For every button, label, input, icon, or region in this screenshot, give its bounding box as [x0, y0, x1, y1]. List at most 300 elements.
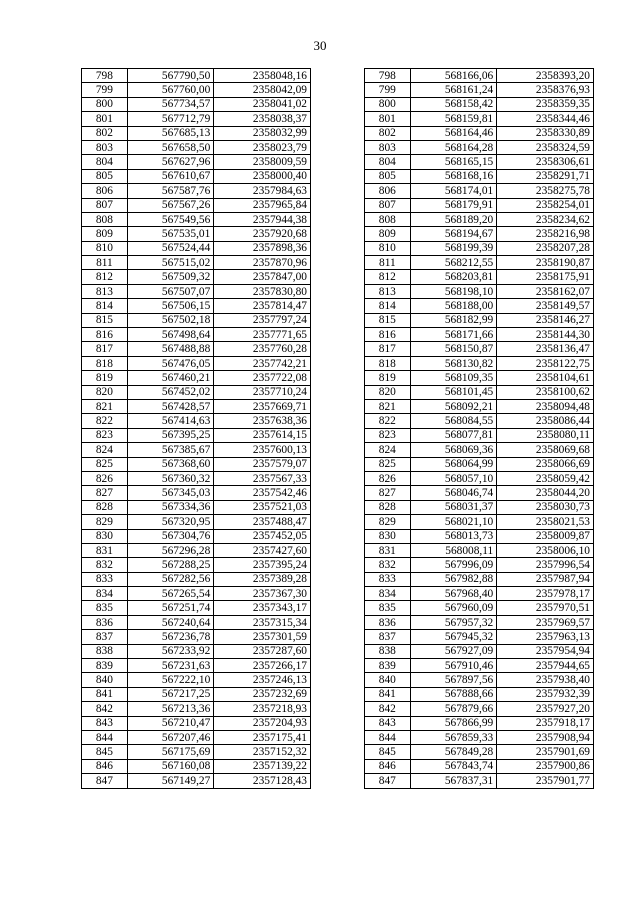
right-point-number-cell: 800	[364, 97, 410, 111]
right-y-coordinate-cell: 2358254,01	[497, 198, 594, 212]
column-gap	[311, 572, 365, 586]
right-x-coordinate-cell: 568021,10	[410, 515, 497, 529]
column-gap	[311, 328, 365, 342]
left-point-number-cell: 818	[82, 356, 128, 370]
left-y-coordinate-cell: 2357760,28	[214, 342, 311, 356]
table-row	[82, 227, 594, 241]
table-row	[82, 414, 594, 428]
left-y-coordinate-cell: 2357175,41	[214, 730, 311, 744]
left-point-number-cell: 814	[82, 299, 128, 313]
left-y-coordinate-cell: 2357395,24	[214, 558, 311, 572]
left-y-coordinate-cell: 2357427,60	[214, 543, 311, 557]
left-y-coordinate-cell: 2357232,69	[214, 687, 311, 701]
left-x-coordinate-cell: 567460,21	[127, 371, 214, 385]
right-x-coordinate-cell: 568165,15	[410, 155, 497, 169]
right-point-number-cell: 822	[364, 414, 410, 428]
left-x-coordinate-cell: 567535,01	[127, 227, 214, 241]
right-point-number-cell: 839	[364, 659, 410, 673]
right-point-number-cell: 804	[364, 155, 410, 169]
left-x-coordinate-cell: 567210,47	[127, 716, 214, 730]
column-gap	[311, 774, 365, 788]
column-gap	[311, 342, 365, 356]
left-x-coordinate-cell: 567240,64	[127, 615, 214, 629]
left-y-coordinate-cell: 2358032,99	[214, 126, 311, 140]
right-point-number-cell: 842	[364, 702, 410, 716]
table-row	[82, 730, 594, 744]
left-y-coordinate-cell: 2357579,07	[214, 457, 311, 471]
left-y-coordinate-cell: 2358041,02	[214, 97, 311, 111]
left-x-coordinate-cell: 567452,02	[127, 385, 214, 399]
column-gap	[311, 212, 365, 226]
left-point-number-cell: 820	[82, 385, 128, 399]
column-gap	[311, 673, 365, 687]
right-y-coordinate-cell: 2357970,51	[497, 601, 594, 615]
left-point-number-cell: 840	[82, 673, 128, 687]
left-y-coordinate-cell: 2357521,03	[214, 500, 311, 514]
right-point-number-cell: 805	[364, 169, 410, 183]
column-gap	[311, 169, 365, 183]
left-y-coordinate-cell: 2357771,65	[214, 328, 311, 342]
left-x-coordinate-cell: 567320,95	[127, 515, 214, 529]
right-y-coordinate-cell: 2358104,61	[497, 371, 594, 385]
left-x-coordinate-cell: 567658,50	[127, 140, 214, 154]
table-row	[82, 687, 594, 701]
right-x-coordinate-cell: 567910,46	[410, 659, 497, 673]
left-y-coordinate-cell: 2358023,79	[214, 140, 311, 154]
right-point-number-cell: 836	[364, 615, 410, 629]
right-point-number-cell: 826	[364, 471, 410, 485]
left-x-coordinate-cell: 567610,67	[127, 169, 214, 183]
left-point-number-cell: 838	[82, 644, 128, 658]
left-point-number-cell: 813	[82, 284, 128, 298]
right-x-coordinate-cell: 567849,28	[410, 745, 497, 759]
left-x-coordinate-cell: 567231,63	[127, 659, 214, 673]
right-y-coordinate-cell: 2358162,07	[497, 284, 594, 298]
table-row	[82, 659, 594, 673]
left-x-coordinate-cell: 567502,18	[127, 313, 214, 327]
right-x-coordinate-cell: 568109,35	[410, 371, 497, 385]
left-y-coordinate-cell: 2357614,15	[214, 428, 311, 442]
left-y-coordinate-cell: 2358038,37	[214, 112, 311, 126]
left-x-coordinate-cell: 567345,03	[127, 486, 214, 500]
right-y-coordinate-cell: 2358136,47	[497, 342, 594, 356]
table-row	[82, 543, 594, 557]
right-x-coordinate-cell: 568171,66	[410, 328, 497, 342]
right-y-coordinate-cell: 2358069,68	[497, 443, 594, 457]
right-x-coordinate-cell: 567859,33	[410, 730, 497, 744]
left-x-coordinate-cell: 567712,79	[127, 112, 214, 126]
left-x-coordinate-cell: 567385,67	[127, 443, 214, 457]
left-point-number-cell: 800	[82, 97, 128, 111]
right-y-coordinate-cell: 2358044,20	[497, 486, 594, 500]
table-row	[82, 529, 594, 543]
left-point-number-cell: 834	[82, 587, 128, 601]
left-point-number-cell: 806	[82, 184, 128, 198]
left-point-number-cell: 816	[82, 328, 128, 342]
right-x-coordinate-cell: 567996,09	[410, 558, 497, 572]
left-point-number-cell: 804	[82, 155, 128, 169]
right-y-coordinate-cell: 2358100,62	[497, 385, 594, 399]
left-x-coordinate-cell: 567685,13	[127, 126, 214, 140]
left-y-coordinate-cell: 2357830,80	[214, 284, 311, 298]
right-x-coordinate-cell: 568182,99	[410, 313, 497, 327]
right-y-coordinate-cell: 2358359,35	[497, 97, 594, 111]
table-row	[82, 342, 594, 356]
right-x-coordinate-cell: 568168,16	[410, 169, 497, 183]
column-gap	[311, 356, 365, 370]
left-y-coordinate-cell: 2357389,28	[214, 572, 311, 586]
left-y-coordinate-cell: 2357870,96	[214, 256, 311, 270]
right-point-number-cell: 830	[364, 529, 410, 543]
right-x-coordinate-cell: 568174,01	[410, 184, 497, 198]
left-y-coordinate-cell: 2357343,17	[214, 601, 311, 615]
right-y-coordinate-cell: 2358330,89	[497, 126, 594, 140]
left-point-number-cell: 831	[82, 543, 128, 557]
table-row	[82, 572, 594, 586]
right-point-number-cell: 814	[364, 299, 410, 313]
table-row	[82, 644, 594, 658]
left-point-number-cell: 817	[82, 342, 128, 356]
table-row	[82, 615, 594, 629]
right-y-coordinate-cell: 2358306,61	[497, 155, 594, 169]
table-row	[82, 601, 594, 615]
column-gap	[311, 471, 365, 485]
left-point-number-cell: 807	[82, 198, 128, 212]
right-point-number-cell: 834	[364, 587, 410, 601]
table-row	[82, 716, 594, 730]
table-row	[82, 630, 594, 644]
left-x-coordinate-cell: 567587,76	[127, 184, 214, 198]
right-y-coordinate-cell: 2357969,57	[497, 615, 594, 629]
left-point-number-cell: 846	[82, 759, 128, 773]
right-x-coordinate-cell: 568008,11	[410, 543, 497, 557]
left-y-coordinate-cell: 2357638,36	[214, 414, 311, 428]
left-point-number-cell: 828	[82, 500, 128, 514]
left-x-coordinate-cell: 567498,64	[127, 328, 214, 342]
left-y-coordinate-cell: 2358009,59	[214, 155, 311, 169]
right-point-number-cell: 806	[364, 184, 410, 198]
column-gap	[311, 112, 365, 126]
left-point-number-cell: 802	[82, 126, 128, 140]
right-x-coordinate-cell: 567866,99	[410, 716, 497, 730]
table-row	[82, 184, 594, 198]
left-y-coordinate-cell: 2357488,47	[214, 515, 311, 529]
table-row	[82, 313, 594, 327]
right-x-coordinate-cell: 568077,81	[410, 428, 497, 442]
column-gap	[311, 399, 365, 413]
table-row	[82, 212, 594, 226]
left-y-coordinate-cell: 2357944,38	[214, 212, 311, 226]
column-gap	[311, 759, 365, 773]
right-y-coordinate-cell: 2357996,54	[497, 558, 594, 572]
column-gap	[311, 558, 365, 572]
left-point-number-cell: 843	[82, 716, 128, 730]
column-gap	[311, 155, 365, 169]
right-y-coordinate-cell: 2357987,94	[497, 572, 594, 586]
left-y-coordinate-cell: 2357204,93	[214, 716, 311, 730]
right-point-number-cell: 846	[364, 759, 410, 773]
right-x-coordinate-cell: 567927,09	[410, 644, 497, 658]
left-y-coordinate-cell: 2357139,22	[214, 759, 311, 773]
right-point-number-cell: 808	[364, 212, 410, 226]
table-row	[82, 112, 594, 126]
left-x-coordinate-cell: 567507,07	[127, 284, 214, 298]
right-y-coordinate-cell: 2358216,98	[497, 227, 594, 241]
table-row	[82, 328, 594, 342]
table-row	[82, 284, 594, 298]
right-point-number-cell: 815	[364, 313, 410, 327]
left-y-coordinate-cell: 2357246,13	[214, 673, 311, 687]
column-gap	[311, 615, 365, 629]
right-y-coordinate-cell: 2357901,77	[497, 774, 594, 788]
table-row	[82, 759, 594, 773]
right-y-coordinate-cell: 2358066,69	[497, 457, 594, 471]
right-x-coordinate-cell: 567897,56	[410, 673, 497, 687]
right-x-coordinate-cell: 568031,37	[410, 500, 497, 514]
right-point-number-cell: 837	[364, 630, 410, 644]
left-y-coordinate-cell: 2357669,71	[214, 399, 311, 413]
right-x-coordinate-cell: 568161,24	[410, 83, 497, 97]
left-x-coordinate-cell: 567515,02	[127, 256, 214, 270]
right-point-number-cell: 801	[364, 112, 410, 126]
right-point-number-cell: 809	[364, 227, 410, 241]
left-point-number-cell: 819	[82, 371, 128, 385]
right-y-coordinate-cell: 2358094,48	[497, 399, 594, 413]
table-row	[82, 126, 594, 140]
left-y-coordinate-cell: 2358000,40	[214, 169, 311, 183]
left-y-coordinate-cell: 2357898,36	[214, 241, 311, 255]
right-y-coordinate-cell: 2358344,46	[497, 112, 594, 126]
left-point-number-cell: 815	[82, 313, 128, 327]
left-x-coordinate-cell: 567222,10	[127, 673, 214, 687]
right-x-coordinate-cell: 567957,32	[410, 615, 497, 629]
right-x-coordinate-cell: 568046,74	[410, 486, 497, 500]
table-row	[82, 155, 594, 169]
left-point-number-cell: 837	[82, 630, 128, 644]
right-x-coordinate-cell: 568092,21	[410, 399, 497, 413]
table-row	[82, 471, 594, 485]
right-y-coordinate-cell: 2358175,91	[497, 270, 594, 284]
column-gap	[311, 486, 365, 500]
left-x-coordinate-cell: 567506,15	[127, 299, 214, 313]
column-gap	[311, 198, 365, 212]
right-y-coordinate-cell: 2357900,86	[497, 759, 594, 773]
right-point-number-cell: 816	[364, 328, 410, 342]
left-y-coordinate-cell: 2357287,60	[214, 644, 311, 658]
right-point-number-cell: 812	[364, 270, 410, 284]
left-y-coordinate-cell: 2357367,30	[214, 587, 311, 601]
table-row	[82, 256, 594, 270]
right-x-coordinate-cell: 568064,99	[410, 457, 497, 471]
right-x-coordinate-cell: 567968,40	[410, 587, 497, 601]
left-x-coordinate-cell: 567265,54	[127, 587, 214, 601]
page-number: 30	[313, 38, 327, 53]
right-x-coordinate-cell: 568179,91	[410, 198, 497, 212]
left-x-coordinate-cell: 567296,28	[127, 543, 214, 557]
right-x-coordinate-cell: 568159,81	[410, 112, 497, 126]
column-gap	[311, 140, 365, 154]
left-point-number-cell: 842	[82, 702, 128, 716]
right-y-coordinate-cell: 2357978,17	[497, 587, 594, 601]
right-x-coordinate-cell: 568212,55	[410, 256, 497, 270]
left-point-number-cell: 805	[82, 169, 128, 183]
right-y-coordinate-cell: 2358086,44	[497, 414, 594, 428]
right-y-coordinate-cell: 2357932,39	[497, 687, 594, 701]
right-x-coordinate-cell: 568013,73	[410, 529, 497, 543]
right-y-coordinate-cell: 2358009,87	[497, 529, 594, 543]
right-point-number-cell: 824	[364, 443, 410, 457]
left-point-number-cell: 845	[82, 745, 128, 759]
left-x-coordinate-cell: 567509,32	[127, 270, 214, 284]
column-gap	[311, 601, 365, 615]
left-y-coordinate-cell: 2357797,24	[214, 313, 311, 327]
table-row	[82, 241, 594, 255]
column-gap	[311, 371, 365, 385]
column-gap	[311, 716, 365, 730]
left-point-number-cell: 812	[82, 270, 128, 284]
left-y-coordinate-cell: 2357600,13	[214, 443, 311, 457]
right-point-number-cell: 838	[364, 644, 410, 658]
column-gap	[311, 97, 365, 111]
table-row	[82, 774, 594, 788]
right-point-number-cell: 807	[364, 198, 410, 212]
left-y-coordinate-cell: 2358042,09	[214, 83, 311, 97]
left-point-number-cell: 825	[82, 457, 128, 471]
left-x-coordinate-cell: 567524,44	[127, 241, 214, 255]
left-y-coordinate-cell: 2357542,46	[214, 486, 311, 500]
column-gap	[311, 687, 365, 701]
left-y-coordinate-cell: 2357128,43	[214, 774, 311, 788]
left-y-coordinate-cell: 2357742,21	[214, 356, 311, 370]
column-gap	[311, 126, 365, 140]
table-row	[82, 443, 594, 457]
left-point-number-cell: 801	[82, 112, 128, 126]
right-point-number-cell: 803	[364, 140, 410, 154]
left-point-number-cell: 810	[82, 241, 128, 255]
left-x-coordinate-cell: 567251,74	[127, 601, 214, 615]
left-x-coordinate-cell: 567549,56	[127, 212, 214, 226]
right-point-number-cell: 845	[364, 745, 410, 759]
column-gap	[311, 457, 365, 471]
left-x-coordinate-cell: 567304,76	[127, 529, 214, 543]
right-point-number-cell: 847	[364, 774, 410, 788]
left-point-number-cell: 830	[82, 529, 128, 543]
table-row	[82, 371, 594, 385]
column-gap	[311, 414, 365, 428]
left-point-number-cell: 844	[82, 730, 128, 744]
right-x-coordinate-cell: 568150,87	[410, 342, 497, 356]
left-point-number-cell: 822	[82, 414, 128, 428]
left-x-coordinate-cell: 567567,26	[127, 198, 214, 212]
left-y-coordinate-cell: 2357722,08	[214, 371, 311, 385]
table-row	[82, 356, 594, 370]
left-point-number-cell: 811	[82, 256, 128, 270]
left-x-coordinate-cell: 567233,92	[127, 644, 214, 658]
column-gap	[311, 284, 365, 298]
left-y-coordinate-cell: 2357301,59	[214, 630, 311, 644]
table-row	[82, 399, 594, 413]
right-point-number-cell: 817	[364, 342, 410, 356]
right-y-coordinate-cell: 2358030,73	[497, 500, 594, 514]
left-y-coordinate-cell: 2357452,05	[214, 529, 311, 543]
left-x-coordinate-cell: 567288,25	[127, 558, 214, 572]
left-point-number-cell: 832	[82, 558, 128, 572]
column-gap	[311, 299, 365, 313]
right-y-coordinate-cell: 2358190,87	[497, 256, 594, 270]
column-gap	[311, 270, 365, 284]
left-x-coordinate-cell: 567160,08	[127, 759, 214, 773]
column-gap	[311, 385, 365, 399]
left-x-coordinate-cell: 567282,56	[127, 572, 214, 586]
right-x-coordinate-cell: 567982,88	[410, 572, 497, 586]
right-point-number-cell: 841	[364, 687, 410, 701]
right-point-number-cell: 813	[364, 284, 410, 298]
left-y-coordinate-cell: 2357152,32	[214, 745, 311, 759]
column-gap	[311, 730, 365, 744]
table-row	[82, 515, 594, 529]
right-x-coordinate-cell: 568057,10	[410, 471, 497, 485]
left-point-number-cell: 839	[82, 659, 128, 673]
column-gap	[311, 184, 365, 198]
right-point-number-cell: 832	[364, 558, 410, 572]
left-point-number-cell: 836	[82, 615, 128, 629]
right-point-number-cell: 798	[364, 69, 410, 83]
left-y-coordinate-cell: 2357567,33	[214, 471, 311, 485]
left-y-coordinate-cell: 2357266,17	[214, 659, 311, 673]
column-gap	[311, 227, 365, 241]
column-gap	[311, 241, 365, 255]
column-gap	[311, 644, 365, 658]
right-point-number-cell: 829	[364, 515, 410, 529]
left-y-coordinate-cell: 2358048,16	[214, 69, 311, 83]
right-y-coordinate-cell: 2357954,94	[497, 644, 594, 658]
left-x-coordinate-cell: 567395,25	[127, 428, 214, 442]
column-gap	[311, 256, 365, 270]
right-point-number-cell: 831	[364, 543, 410, 557]
right-y-coordinate-cell: 2358146,27	[497, 313, 594, 327]
right-x-coordinate-cell: 567960,09	[410, 601, 497, 615]
right-x-coordinate-cell: 568069,36	[410, 443, 497, 457]
left-point-number-cell: 821	[82, 399, 128, 413]
left-point-number-cell: 809	[82, 227, 128, 241]
right-x-coordinate-cell: 567888,66	[410, 687, 497, 701]
right-y-coordinate-cell: 2358080,11	[497, 428, 594, 442]
left-x-coordinate-cell: 567627,96	[127, 155, 214, 169]
right-y-coordinate-cell: 2358275,78	[497, 184, 594, 198]
coordinates-table	[81, 68, 594, 789]
table-row	[82, 745, 594, 759]
left-point-number-cell: 833	[82, 572, 128, 586]
right-point-number-cell: 840	[364, 673, 410, 687]
left-x-coordinate-cell: 567414,63	[127, 414, 214, 428]
table-row	[82, 702, 594, 716]
table-row	[82, 385, 594, 399]
right-y-coordinate-cell: 2358149,57	[497, 299, 594, 313]
right-y-coordinate-cell: 2358006,10	[497, 543, 594, 557]
table-row	[82, 500, 594, 514]
right-y-coordinate-cell: 2358324,59	[497, 140, 594, 154]
right-x-coordinate-cell: 568198,10	[410, 284, 497, 298]
right-x-coordinate-cell: 568164,28	[410, 140, 497, 154]
left-y-coordinate-cell: 2357218,93	[214, 702, 311, 716]
right-point-number-cell: 820	[364, 385, 410, 399]
left-point-number-cell: 826	[82, 471, 128, 485]
left-x-coordinate-cell: 567360,32	[127, 471, 214, 485]
right-x-coordinate-cell: 567945,32	[410, 630, 497, 644]
left-point-number-cell: 835	[82, 601, 128, 615]
right-x-coordinate-cell: 567843,74	[410, 759, 497, 773]
table-row	[82, 486, 594, 500]
